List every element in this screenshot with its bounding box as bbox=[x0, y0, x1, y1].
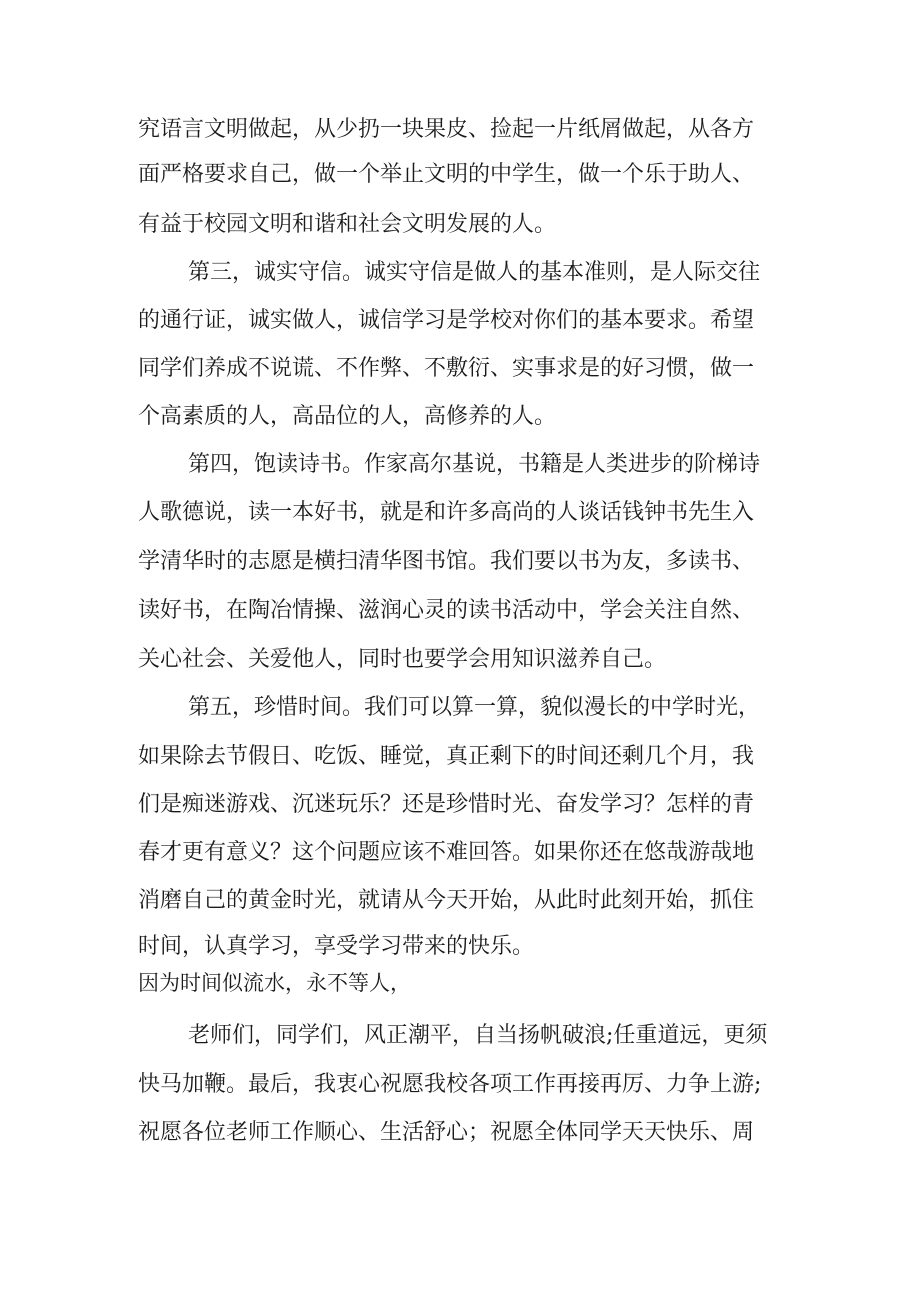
text-line: 因为时间似流水，永不等人， bbox=[138, 971, 411, 995]
text-line: 同学们养成不说谎、不作弊、不敷衍、实事求是的好习惯，做一 bbox=[138, 356, 755, 381]
text-line: 第五，珍惜时间。我们可以算一算，貌似漫长的中学时光， bbox=[188, 695, 761, 720]
text-line: 老师们，同学们，风正潮平，自当扬帆破浪;任重道远，更须 bbox=[188, 1023, 768, 1048]
text-line: 第三，诚实守信。诚实守信是做人的基本准则，是人际交往 bbox=[188, 260, 761, 285]
text-line: 如果除去节假日、吃饭、睡觉，真正剩下的时间还剩几个月，我 bbox=[138, 744, 755, 769]
text-line: 祝愿各位老师工作顺心、生活舒心；祝愿全体同学天天快乐、周 bbox=[138, 1120, 755, 1145]
text-line: 个高素质的人，高品位的人，高修养的人。 bbox=[138, 404, 557, 429]
text-line: 有益于校园文明和谐和社会文明发展的人。 bbox=[138, 212, 557, 237]
text-line: 学清华时的志愿是横扫清华图书馆。我们要以书为友，多读书、 bbox=[138, 549, 755, 574]
text-line: 关心社会、关爱他人，同时也要学会用知识滋养自己。 bbox=[138, 647, 667, 672]
text-line: 读好书，在陶冶情操、滋润心灵的读书活动中，学会关注自然、 bbox=[138, 598, 755, 623]
text-line: 究语言文明做起，从少扔一块果皮、捡起一片纸屑做起，从各方 bbox=[138, 117, 755, 142]
text-line: 的通行证，诚实做人，诚信学习是学校对你们的基本要求。希望 bbox=[138, 308, 755, 333]
text-line: 人歌德说，读一本好书，就是和许多高尚的人谈话钱钟书先生入 bbox=[138, 500, 755, 525]
text-line: 们是痴迷游戏、沉迷玩乐？还是珍惜时光、奋发学习？怎样的青 bbox=[138, 792, 755, 817]
text-line: 春才更有意义？这个问题应该不难回答。如果你还在悠哉游哉地 bbox=[138, 840, 755, 865]
text-line: 快马加鞭。最后，我衷心祝愿我校各项工作再接再厉、力争上游; bbox=[138, 1072, 762, 1097]
text-line: 消磨自己的黄金时光，就请从今天开始，从此时此刻开始，抓住 bbox=[138, 888, 755, 913]
text-line: 面严格要求自己，做一个举止文明的中学生，做一个乐于助人、 bbox=[138, 162, 755, 187]
text-line: 时间，认真学习，享受学习带来的快乐。 bbox=[138, 934, 535, 959]
text-line: 第四，饱读诗书。作家高尔基说，书籍是人类进步的阶梯诗 bbox=[188, 452, 761, 477]
